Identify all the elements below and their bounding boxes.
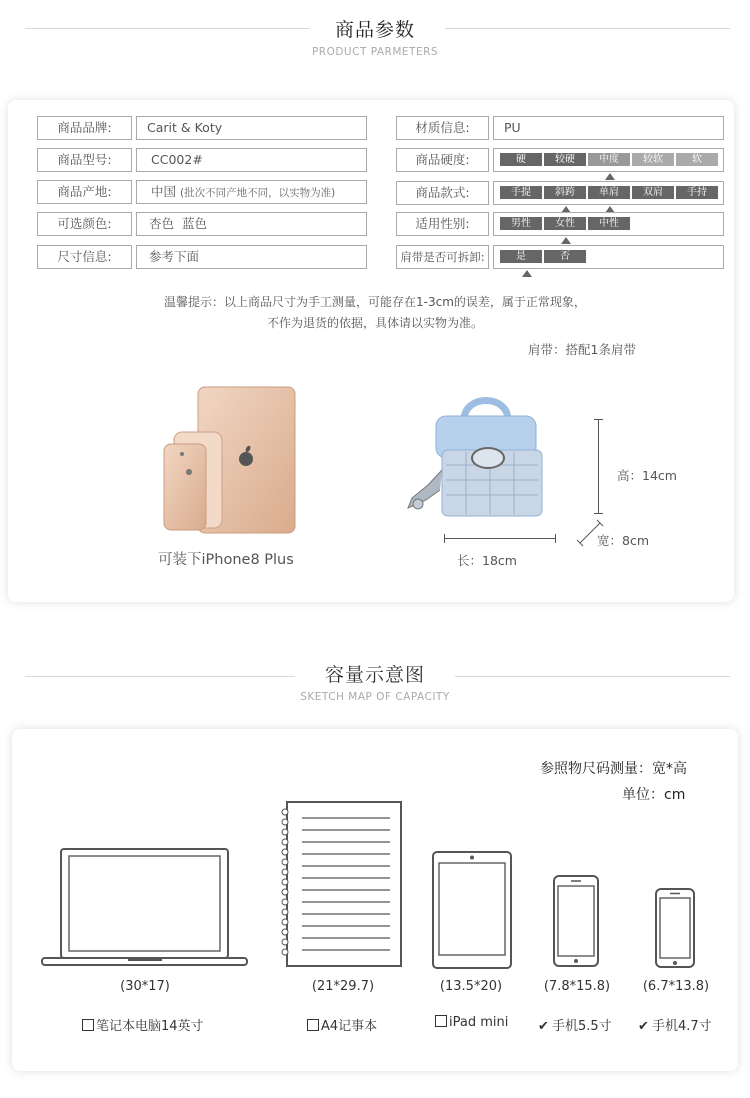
device-size: (6.7*13.8) <box>642 979 710 994</box>
device-option-laptop <box>82 1015 204 1034</box>
param-label: 商品品牌: <box>37 116 132 140</box>
height-cap-top <box>594 419 603 420</box>
strap-options <box>500 250 586 263</box>
warm-tip-line1: 温馨提示：以上商品尺寸为手工测量，可能存在1-3cm的误差，属于正常现象， <box>164 295 586 309</box>
strap-note: 肩带：搭配1条肩带 <box>528 342 636 357</box>
device-name: 笔记本电脑14英寸 <box>96 1019 204 1034</box>
device-name: iPad mini <box>449 1015 509 1030</box>
ref-note-line2: 单位：cm <box>622 787 686 803</box>
length-label: 长：18cm <box>457 553 517 568</box>
length-cap-left <box>444 534 445 543</box>
device-size: (13.5*20) <box>439 979 503 994</box>
height-cap-bottom <box>594 513 603 514</box>
option-tag: 双肩 <box>632 186 674 199</box>
section-title-params <box>0 15 750 58</box>
phone-large-icon <box>552 874 600 968</box>
param-label: 商品硬度: <box>396 148 489 172</box>
checkbox-icon <box>307 1019 319 1031</box>
notebook-icon <box>280 800 404 968</box>
width-label: 宽：8cm <box>597 533 650 548</box>
hardness-options <box>500 153 718 166</box>
param-label: 商品款式: <box>396 181 489 205</box>
device-option-notebook <box>307 1015 377 1034</box>
device-size: (30*17) <box>120 979 170 994</box>
selected-marker-icon <box>522 270 532 277</box>
gender-options <box>500 217 630 230</box>
param-value-text: 中国 <box>151 184 177 199</box>
device-option-ipad <box>435 1015 508 1030</box>
option-tag: 软 <box>676 153 718 166</box>
option-tag-selected: 是 <box>500 250 542 263</box>
check-icon: ✔ <box>638 1019 649 1034</box>
ipad-iphone-illustration <box>160 382 320 542</box>
param-value-text: 参考下面 <box>149 249 200 264</box>
device-option-phone-55 <box>538 1015 612 1034</box>
warm-tip <box>0 292 750 334</box>
length-line <box>444 538 555 539</box>
option-tag: 男性 <box>500 217 542 230</box>
checkbox-icon <box>82 1019 94 1031</box>
device-name: A4记事本 <box>321 1019 378 1034</box>
param-value <box>136 148 367 172</box>
option-tag: 硬 <box>500 153 542 166</box>
option-tag: 手持 <box>676 186 718 199</box>
param-label: 适用性别: <box>396 212 489 236</box>
height-label: 高：14cm <box>617 468 677 483</box>
checkbox-icon <box>435 1015 447 1027</box>
device-option-phone-47 <box>638 1015 712 1034</box>
param-value <box>136 212 367 236</box>
option-tag: 较软 <box>632 153 674 166</box>
height-line <box>598 419 599 513</box>
phone-caption: 可装下iPhone8 Plus <box>158 552 294 568</box>
device-size: (7.8*15.8) <box>543 979 611 994</box>
device-size: (21*29.7) <box>311 979 375 994</box>
param-label: 商品产地: <box>37 180 132 204</box>
bag-clasp <box>472 448 504 468</box>
section-title-cn: 商品参数 <box>334 19 415 41</box>
handbag-illustration <box>406 390 566 540</box>
option-tag-selected: 女性 <box>544 217 586 230</box>
section-title-cn: 容量示意图 <box>324 664 425 686</box>
param-note: (批次不同产地不同，以实物为准) <box>180 187 336 199</box>
ref-note-line1: 参照物尺码测量：宽*高 <box>540 761 687 777</box>
option-tag-selected: 斜跨 <box>544 186 586 199</box>
check-icon: ✔ <box>538 1019 549 1034</box>
param-label: 肩带是否可拆卸: <box>396 245 489 269</box>
option-tag: 手提 <box>500 186 542 199</box>
option-tag: 否 <box>544 250 586 263</box>
param-value-text: 杏色 蓝色 <box>149 216 207 231</box>
warm-tip-line2: 不作为退货的依据，具体请以实物为准。 <box>266 316 483 330</box>
device-name: 手机5.5寸 <box>552 1019 612 1034</box>
option-tag: 较硬 <box>544 153 586 166</box>
param-label: 商品型号: <box>37 148 132 172</box>
phone-small-icon <box>654 887 696 969</box>
param-value <box>493 116 724 140</box>
section-title-en: SKETCH MAP OF CAPACITY <box>300 691 450 703</box>
param-value-text: PU <box>504 120 521 135</box>
section-title-capacity <box>0 660 750 703</box>
param-value <box>136 116 367 140</box>
style-options <box>500 186 718 199</box>
param-label: 材质信息: <box>396 116 489 140</box>
param-value <box>136 180 367 204</box>
param-value <box>136 245 367 269</box>
param-value-text: Carit & Koty <box>147 120 223 135</box>
selected-marker-icon <box>605 173 615 180</box>
param-label: 可选颜色: <box>37 212 132 236</box>
laptop-icon <box>40 846 250 968</box>
param-value-text: CC002# <box>151 152 203 167</box>
iphone-shape <box>164 444 206 530</box>
param-label: 尺寸信息: <box>37 245 132 269</box>
device-name: 手机4.7寸 <box>652 1019 712 1034</box>
length-cap-right <box>555 534 556 543</box>
section-title-en: PRODUCT PARMETERS <box>311 46 439 58</box>
selected-marker-icon <box>561 237 571 244</box>
tablet-icon <box>431 850 513 970</box>
option-tag-selected: 单肩 <box>588 186 630 199</box>
option-tag: 中性 <box>588 217 630 230</box>
option-tag-selected: 中度 <box>588 153 630 166</box>
